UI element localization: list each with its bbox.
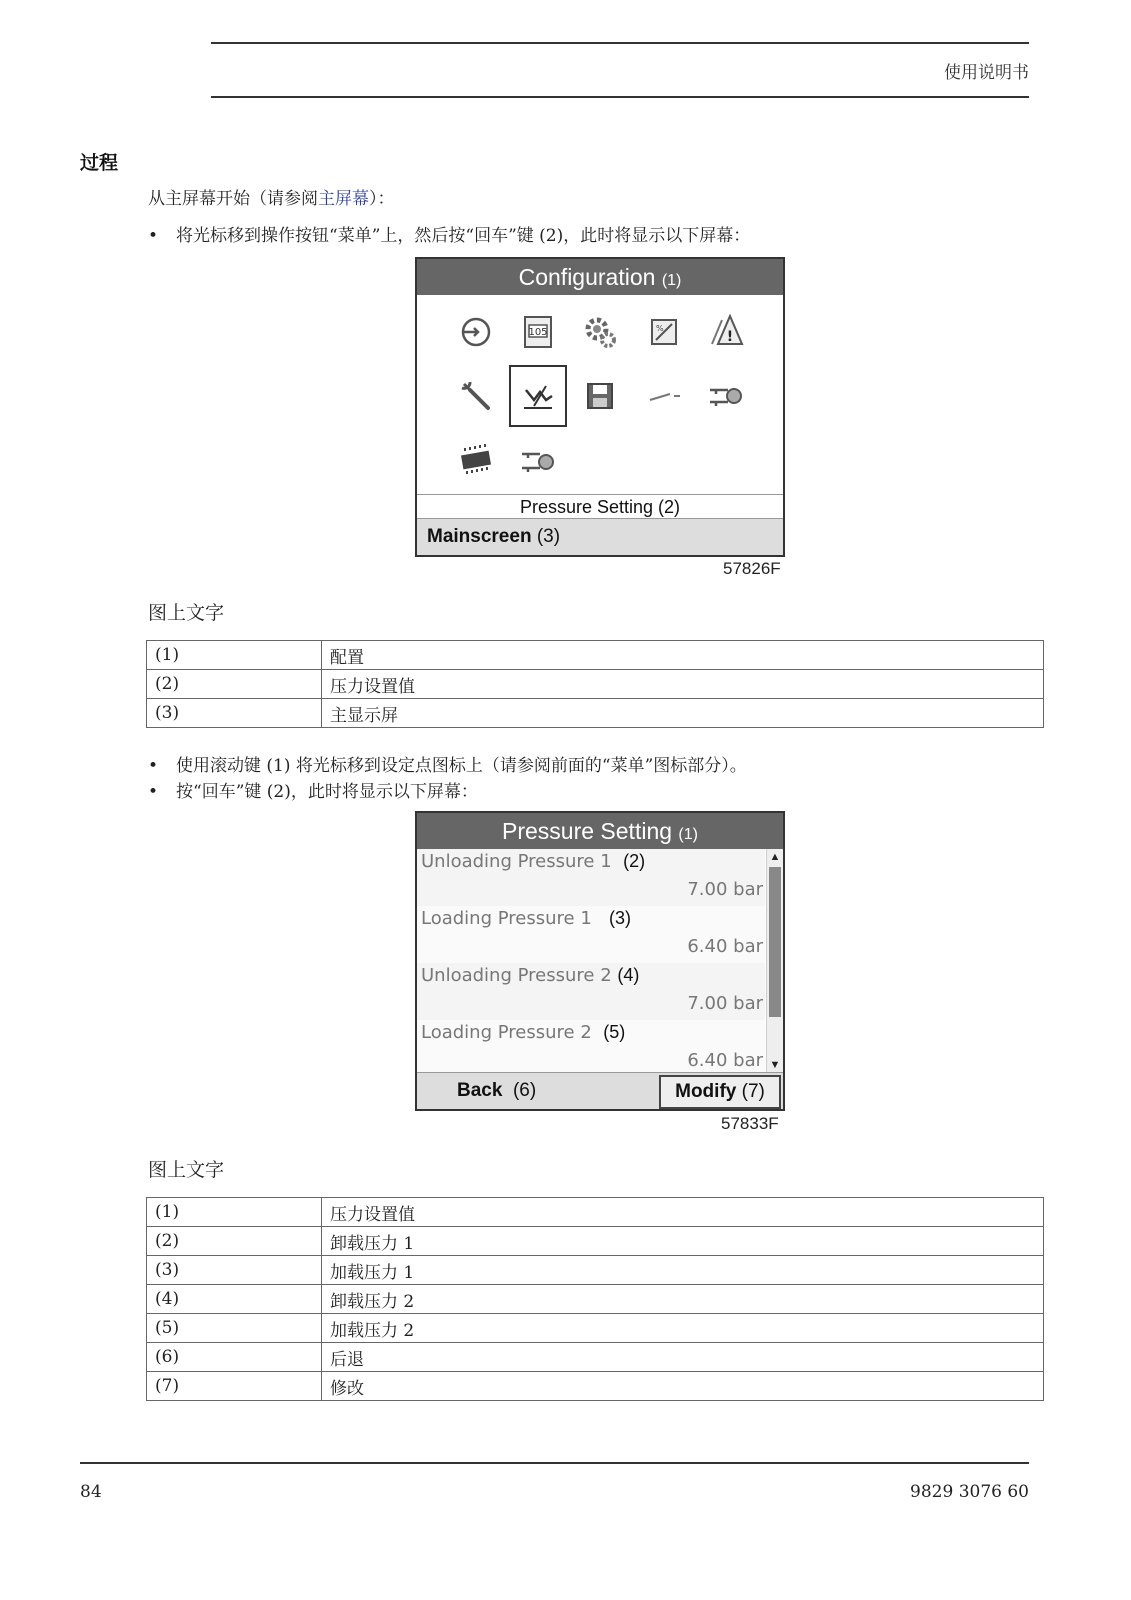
document-number: 9829 3076 60 bbox=[910, 1482, 1029, 1502]
status-divider bbox=[417, 494, 783, 495]
bullet-text: 将光标移到操作按钮“菜单”上，然后按“回车”键 (2)，此时将显示以下屏幕： bbox=[176, 226, 751, 246]
mainscreen-link[interactable]: 主屏幕 bbox=[318, 189, 369, 209]
mainscreen-button[interactable] bbox=[417, 518, 783, 555]
setting-label: Unloading Pressure 1 (2) bbox=[421, 851, 646, 872]
key-icon[interactable] bbox=[705, 375, 747, 417]
screen-titlebar bbox=[417, 259, 783, 295]
header-rule-bottom bbox=[211, 96, 1029, 98]
legend-value: 加载压力 2 bbox=[322, 1314, 1044, 1343]
legend-key: (2) bbox=[147, 670, 322, 699]
key2-icon[interactable] bbox=[517, 439, 559, 481]
mainscreen-num: (3) bbox=[536, 526, 561, 547]
legend-value: 卸载压力 2 bbox=[322, 1285, 1044, 1314]
chip-icon[interactable] bbox=[455, 439, 497, 481]
legend-value: 压力设置值 bbox=[322, 1198, 1044, 1227]
section-title: 过程 bbox=[80, 152, 119, 174]
table-row bbox=[147, 1227, 1044, 1256]
mainscreen-label: Mainscreen bbox=[427, 526, 532, 547]
back-button[interactable]: Back (6) bbox=[457, 1080, 537, 1101]
table-row bbox=[147, 1198, 1044, 1227]
setting-label: Unloading Pressure 2 (4) bbox=[421, 965, 640, 986]
page-number: 84 bbox=[80, 1482, 102, 1502]
intro-paragraph bbox=[148, 184, 395, 209]
legend-key: (1) bbox=[147, 1198, 322, 1227]
gear-icon[interactable] bbox=[579, 311, 621, 353]
table-row bbox=[147, 1343, 1044, 1372]
intro-prefix: 从主屏幕开始（请参阅 bbox=[148, 189, 318, 209]
dash-icon[interactable] bbox=[643, 375, 685, 417]
figure-id-2: 57833F bbox=[721, 1114, 779, 1133]
wrench-icon[interactable] bbox=[455, 375, 497, 417]
screen-title: Configuration bbox=[518, 264, 656, 290]
legend-key: (2) bbox=[147, 1227, 322, 1256]
bullet-text: 按“回车”键 (2)，此时将显示以下屏幕： bbox=[176, 782, 478, 802]
svg-text:!: ! bbox=[726, 329, 734, 345]
warning-icon[interactable] bbox=[705, 309, 747, 351]
screen-icon[interactable] bbox=[643, 311, 685, 353]
setting-value: 6.40 bar bbox=[687, 936, 763, 957]
setting-label: Loading Pressure 2 (5) bbox=[421, 1022, 626, 1043]
bullet-dot: • bbox=[148, 226, 159, 246]
table-row bbox=[147, 1314, 1044, 1343]
scroll-thumb[interactable] bbox=[769, 867, 781, 1017]
screen-title: Pressure Setting bbox=[502, 818, 673, 844]
legend-key: (6) bbox=[147, 1343, 322, 1372]
button-bar bbox=[417, 1072, 783, 1109]
table-row bbox=[147, 641, 1044, 670]
legend-key: (4) bbox=[147, 1285, 322, 1314]
legend-value: 压力设置值 bbox=[322, 670, 1044, 699]
legend-table-1 bbox=[146, 640, 1044, 728]
bullet-dot: • bbox=[148, 756, 159, 776]
intro-suffix: ）： bbox=[369, 189, 395, 209]
scrollbar[interactable] bbox=[766, 849, 783, 1073]
pressure-setting-screen bbox=[415, 811, 785, 1111]
legend-title-2: 图上文字 bbox=[148, 1159, 225, 1181]
table-row bbox=[147, 1372, 1044, 1401]
scroll-down-icon[interactable]: ▼ bbox=[769, 1059, 781, 1071]
configuration-screen bbox=[415, 257, 785, 557]
legend-value: 后退 bbox=[322, 1343, 1044, 1372]
table-row bbox=[147, 670, 1044, 699]
setting-value: 7.00 bar bbox=[687, 879, 763, 900]
header-rule-top bbox=[211, 42, 1029, 44]
screen-title-num: (1) bbox=[661, 272, 682, 289]
pressure-setting-icon[interactable] bbox=[509, 365, 567, 427]
table-row bbox=[147, 699, 1044, 728]
bullet-item bbox=[148, 751, 747, 776]
legend-title-1: 图上文字 bbox=[148, 602, 225, 624]
setting-value: 6.40 bar bbox=[687, 1050, 763, 1071]
legend-key: (3) bbox=[147, 699, 322, 728]
bullet-item bbox=[148, 221, 750, 246]
status-line: Pressure Setting (2) bbox=[519, 497, 681, 517]
bullet-text: 使用滚动键 (1) 将光标移到设定点图标上（请参阅前面的“菜单”图标部分）。 bbox=[176, 756, 747, 776]
save-icon[interactable] bbox=[579, 375, 621, 417]
legend-value: 主显示屏 bbox=[322, 699, 1044, 728]
bullet-item bbox=[148, 777, 478, 802]
legend-key: (5) bbox=[147, 1314, 322, 1343]
bullet-dot: • bbox=[148, 782, 159, 802]
screen-title-num: (1) bbox=[678, 826, 698, 843]
legend-table-2 bbox=[146, 1197, 1044, 1401]
svg-text:%: % bbox=[656, 324, 664, 333]
scroll-up-icon[interactable]: ▲ bbox=[769, 851, 781, 863]
legend-key: (7) bbox=[147, 1372, 322, 1401]
svg-text:105: 105 bbox=[528, 327, 548, 338]
legend-value: 修改 bbox=[322, 1372, 1044, 1401]
header-title: 使用说明书 bbox=[944, 63, 1029, 83]
footer-rule bbox=[80, 1462, 1029, 1464]
legend-key: (3) bbox=[147, 1256, 322, 1285]
setting-label: Loading Pressure 1 (3) bbox=[421, 908, 631, 929]
table-row bbox=[147, 1285, 1044, 1314]
setting-value: 7.00 bar bbox=[687, 993, 763, 1014]
power-icon[interactable] bbox=[455, 311, 497, 353]
table-row bbox=[147, 1256, 1044, 1285]
legend-value: 加载压力 1 bbox=[322, 1256, 1044, 1285]
legend-value: 卸载压力 1 bbox=[322, 1227, 1044, 1256]
counter-icon[interactable] bbox=[517, 311, 559, 353]
legend-value: 配置 bbox=[322, 641, 1044, 670]
screen-titlebar bbox=[417, 813, 783, 849]
figure-id-1: 57826F bbox=[723, 559, 781, 578]
modify-button[interactable]: Modify (7) bbox=[659, 1075, 781, 1109]
legend-key: (1) bbox=[147, 641, 322, 670]
